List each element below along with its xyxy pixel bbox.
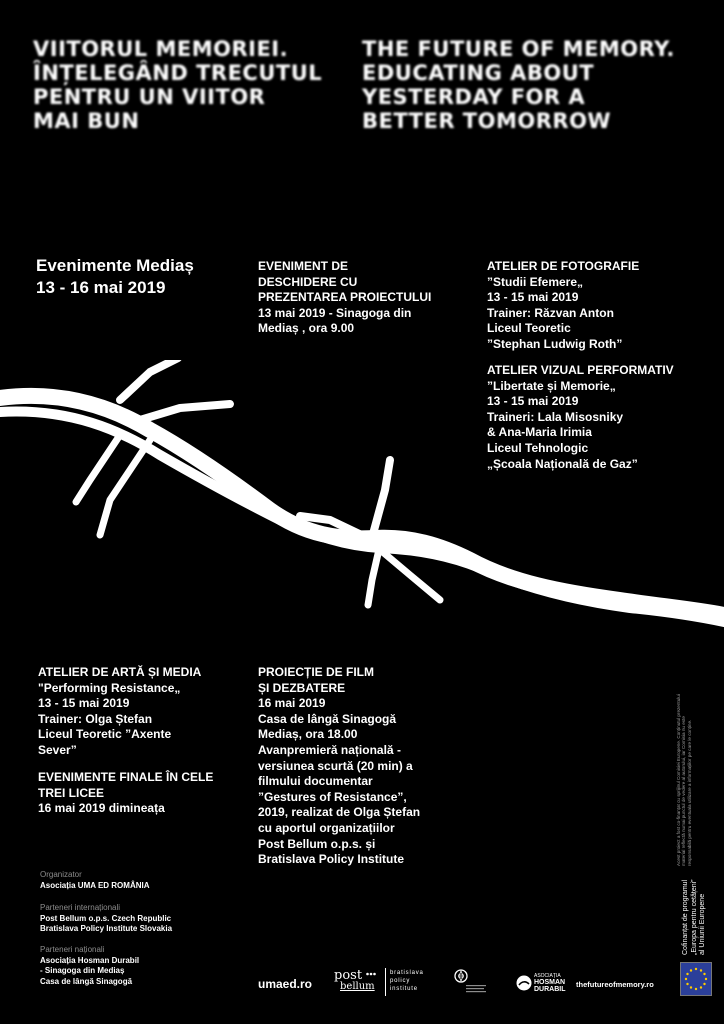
events-dates: 13 - 16 mai 2019 bbox=[36, 278, 166, 297]
final-events-block bbox=[38, 770, 213, 817]
intl-partner: Bratislava Policy Institute Slovakia bbox=[40, 924, 173, 933]
opening-event-block bbox=[258, 259, 431, 337]
opening-event-line: 13 mai 2019 - Sinagoga din bbox=[258, 305, 412, 320]
art-workshop-line: ATELIER DE ARTĂ ȘI MEDIA bbox=[38, 665, 202, 679]
title-ro-line: PENTRU UN VIITOR bbox=[33, 85, 266, 109]
visual-workshop-line: ATELIER VIZUAL PERFORMATIV bbox=[487, 363, 674, 377]
art-workshop-line: Liceul Teoretic ”Axente bbox=[38, 727, 172, 742]
visual-workshop-line: 13 - 15 mai 2019 bbox=[487, 394, 579, 409]
events-heading bbox=[36, 255, 194, 299]
national-partners bbox=[40, 945, 139, 987]
international-partners bbox=[40, 903, 172, 935]
visual-workshop-line: „Școala Națională de Gaz” bbox=[487, 456, 638, 471]
visual-workshop-line: Liceul Tehnologic bbox=[487, 440, 589, 455]
visual-workshop-line: ”Libertate și Memorie„ bbox=[487, 378, 616, 393]
opening-event-line: DESCHIDERE CU bbox=[258, 274, 358, 289]
title-ro-line: VIITORUL MEMORIEI. bbox=[33, 37, 289, 61]
national-partner: Asociația Hosman Durabil bbox=[40, 955, 140, 965]
art-workshop-line: 13 - 15 mai 2019 bbox=[38, 696, 130, 711]
intl-partners-label: Parteneri internaționali bbox=[40, 903, 121, 912]
title-en-line: THE FUTURE OF MEMORY. bbox=[362, 37, 675, 61]
barb bbox=[140, 404, 230, 420]
photo-workshop-line: ”Studii Efemere„ bbox=[487, 274, 584, 289]
hosman-badge-icon bbox=[516, 975, 532, 991]
eu-cofinance-line: al Uniunii Europene bbox=[699, 893, 706, 955]
title-english bbox=[362, 37, 675, 133]
final-events-line: TREI LICEE bbox=[38, 785, 105, 800]
organizer-name: Asociația UMA ED ROMÂNIA bbox=[40, 880, 150, 890]
film-line: versiunea scurtă (20 min) a bbox=[258, 758, 413, 773]
future-of-memory-logo bbox=[576, 980, 654, 989]
art-workshop-line: "Performing Resistance„ bbox=[38, 680, 181, 695]
photo-workshop-line: ATELIER DE FOTOGRAFIE bbox=[487, 259, 640, 273]
national-partners-label: Parteneri naționali bbox=[40, 945, 105, 954]
barb bbox=[120, 360, 178, 400]
photo-workshop-line: Trainer: Răzvan Anton bbox=[487, 305, 614, 320]
title-ro-line: MAI BUN bbox=[33, 109, 140, 133]
final-events-line: 16 mai 2019 dimineața bbox=[38, 801, 165, 816]
eu-cofinance-line: Cofinanțat de programul bbox=[682, 879, 689, 955]
title-en-line: EDUCATING ABOUT bbox=[362, 61, 595, 85]
film-line: cu aportul organizațiilor bbox=[258, 820, 395, 835]
photo-workshop-line: 13 - 15 mai 2019 bbox=[487, 290, 579, 305]
bratislava-logo-line: institute bbox=[390, 986, 418, 992]
title-en-line: YESTERDAY FOR A bbox=[362, 85, 586, 109]
post-bellum-word1: post bbox=[334, 968, 363, 983]
photo-workshop-line: Liceul Teoretic bbox=[487, 321, 571, 336]
visual-workshop-line: & Ana-Maria Irimia bbox=[487, 425, 592, 440]
title-ro-line: ÎNȚELEGÂND TRECUTUL bbox=[33, 61, 323, 85]
umaed-logo bbox=[258, 977, 312, 991]
intl-partner: Post Bellum o.p.s. Czech Republic bbox=[40, 913, 172, 923]
film-line: Avanpremieră națională - bbox=[258, 742, 401, 757]
film-line: 2019, realizat de Olga Ștefan bbox=[258, 805, 421, 820]
art-workshop-block bbox=[38, 665, 201, 759]
hosman-durabil-logo bbox=[516, 972, 566, 994]
film-screening-block bbox=[258, 665, 420, 868]
film-line: ”Gestures of Resistance”, bbox=[258, 789, 407, 804]
organizer-credits bbox=[40, 870, 150, 891]
future-of-memory-url: thefutureofmemory.ro bbox=[576, 980, 654, 989]
film-line: Bratislava Policy Institute bbox=[258, 852, 405, 867]
film-line: ȘI DEZBATERE bbox=[258, 680, 346, 695]
film-line: 16 mai 2019 bbox=[258, 696, 326, 711]
post-bellum-word2: bellum bbox=[340, 981, 375, 992]
barb bbox=[368, 545, 380, 605]
national-partner: - Sinagoga din Mediaș bbox=[40, 966, 125, 975]
eu-cofinance-line: „Europa pentru cetățeni” bbox=[690, 879, 698, 955]
post-bellum-dots-icon bbox=[366, 972, 376, 976]
film-line: Casa de lângă Sinagogă bbox=[258, 711, 397, 726]
opening-event-line: Mediaș , ora 9.00 bbox=[258, 321, 355, 336]
bratislava-policy-logo bbox=[390, 969, 424, 993]
opening-event-line: EVENIMENT DE bbox=[258, 259, 349, 273]
barbed-wire-illustration bbox=[0, 360, 724, 650]
hosman-logo-line1: ASOCIAȚIA bbox=[534, 973, 561, 979]
film-line: Mediaș, ora 18.00 bbox=[258, 727, 358, 742]
post-bellum-logo bbox=[334, 970, 376, 998]
organizer-label: Organizator bbox=[40, 870, 82, 879]
film-line: filmului documentar bbox=[258, 774, 373, 789]
visual-workshop-line: Traineri: Lala Misosniky bbox=[487, 409, 624, 424]
title-en-line: BETTER TOMORROW bbox=[362, 109, 612, 133]
photo-workshop-line: ”Stephan Ludwig Roth” bbox=[487, 336, 623, 351]
synagogue-emblem-icon bbox=[452, 968, 488, 998]
film-line: PROIECȚIE DE FILM bbox=[258, 665, 375, 679]
national-partner: Casa de lângă Sinagogă bbox=[40, 976, 133, 986]
hosman-logo-line2: HOSMAN bbox=[534, 979, 566, 986]
bratislava-logo-line: policy bbox=[390, 978, 411, 984]
eu-flag-icon bbox=[680, 962, 712, 996]
photo-workshop-block bbox=[487, 259, 639, 353]
title-romanian bbox=[33, 37, 322, 133]
opening-event-line: PREZENTAREA PROIECTULUI bbox=[258, 290, 432, 305]
divider-line bbox=[385, 968, 386, 996]
eu-disclaimer: Acest proiect a fost co-finanțat cu sprijinul Comisiei Europene. Conținutul prezentului material reflectă numai punctul de vedere al autorului, iar Comisia nu este responsabilă pentru eventuala utilizare a informațiilor pe care le conține. bbox=[676, 694, 692, 866]
art-workshop-line: Sever” bbox=[38, 742, 77, 757]
final-events-line: EVENIMENTE FINALE ÎN CELE bbox=[38, 770, 214, 784]
hosman-logo-line3: DURABIL bbox=[534, 986, 566, 993]
film-line: Post Bellum o.p.s. și bbox=[258, 836, 376, 851]
bratislava-logo-line: bratislava bbox=[390, 970, 424, 976]
umaed-logo-text: umaed.ro bbox=[258, 977, 313, 991]
eu-cofinance-text bbox=[682, 880, 708, 956]
events-city: Evenimente Mediaș bbox=[36, 256, 194, 275]
art-workshop-line: Trainer: Olga Ștefan bbox=[38, 711, 153, 726]
